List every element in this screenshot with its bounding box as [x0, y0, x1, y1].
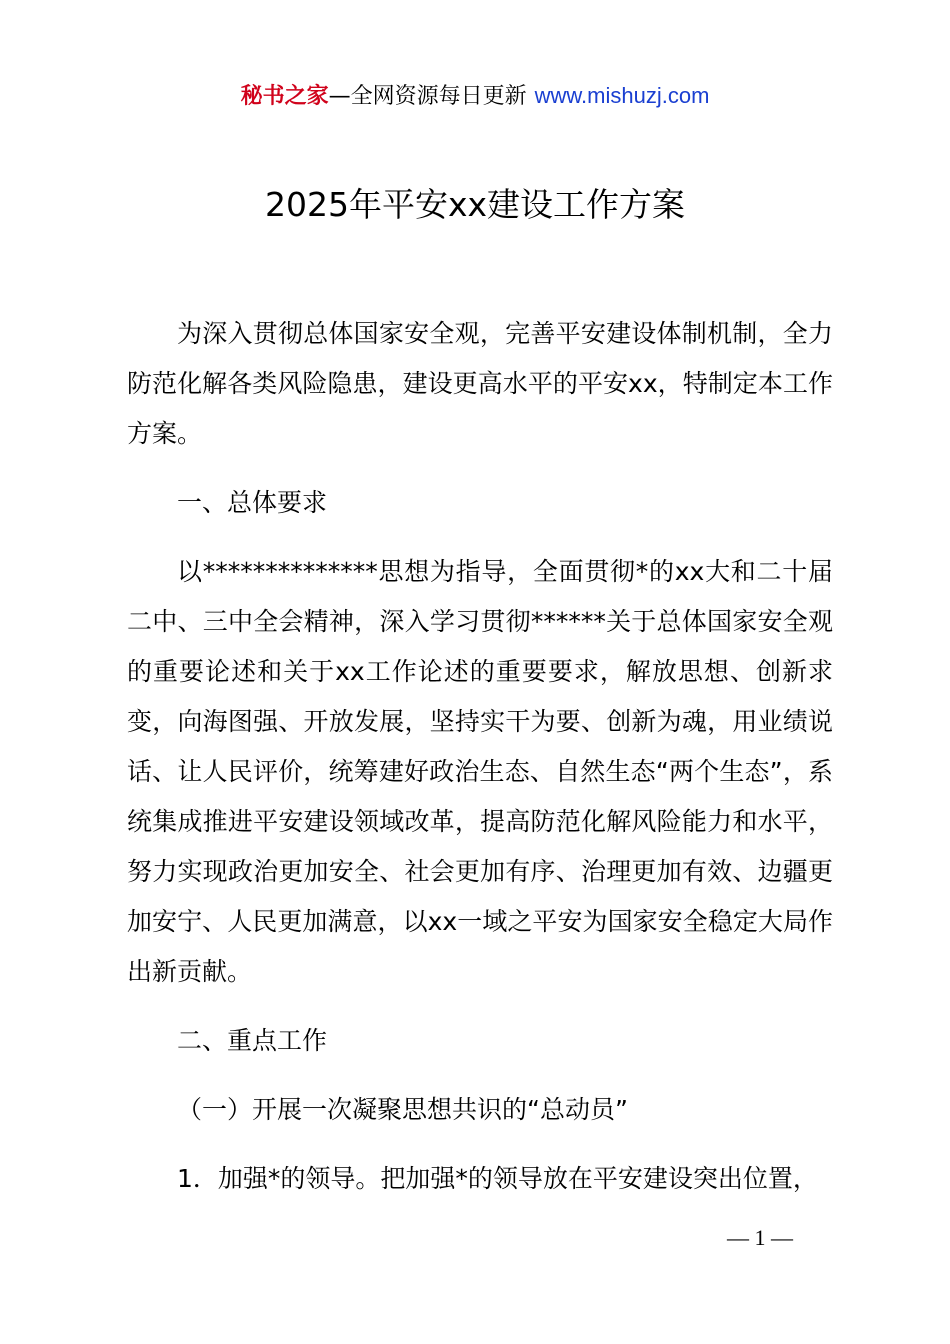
site-url-link[interactable]: www.mishuzj.com — [534, 83, 710, 108]
item-1-paragraph: 1．加强*的领导。把加强*的领导放在平安建设突出位置， — [177, 1164, 818, 1193]
brand-name: 秘书之家 — [240, 84, 329, 109]
site-banner — [0, 80, 950, 113]
document-body — [127, 309, 833, 1204]
section-2-heading: 二、重点工作 — [177, 1026, 328, 1055]
document-title: 2025年平安xx建设工作方案 — [264, 185, 686, 224]
section-1-heading: 一、总体要求 — [177, 488, 328, 517]
subsection-1-heading: （一）开展一次凝聚思想共识的“总动员” — [177, 1095, 628, 1124]
intro-paragraph: 为深入贯彻总体国家安全观，完善平安建设体制机制，全力防范化解各类风险隐患，建设更高水平的平安xx，特制定本工作方案。 — [127, 319, 833, 448]
page-number: — 1 — — [727, 1225, 793, 1250]
banner-dash: — — [328, 84, 351, 109]
section-1-paragraph: 以**************思想为指导，全面贯彻*的xx大和二十届二中、三中全会精神，深入学习贯彻******关于总体国家安全观的重要论述和关于xx工作论述的重要要求，解放思想、创新求变，向海图强、开放发展，坚持实干为要、创新为魂，用业绩说话、让人民评价，统筹建好政治生态、自然生态“两个生态”，系统集成推进平安建设领域改革，提高防范化解风险能力和水平，努力实现政治更加安全、社会更加有序、治理更加有效、边疆更加安宁、人民更加满意，以xx一域之平安为国家安全稳定大局作出新贡献。 — [127, 557, 833, 986]
banner-slogan: 全网资源每日更新 — [350, 84, 527, 109]
